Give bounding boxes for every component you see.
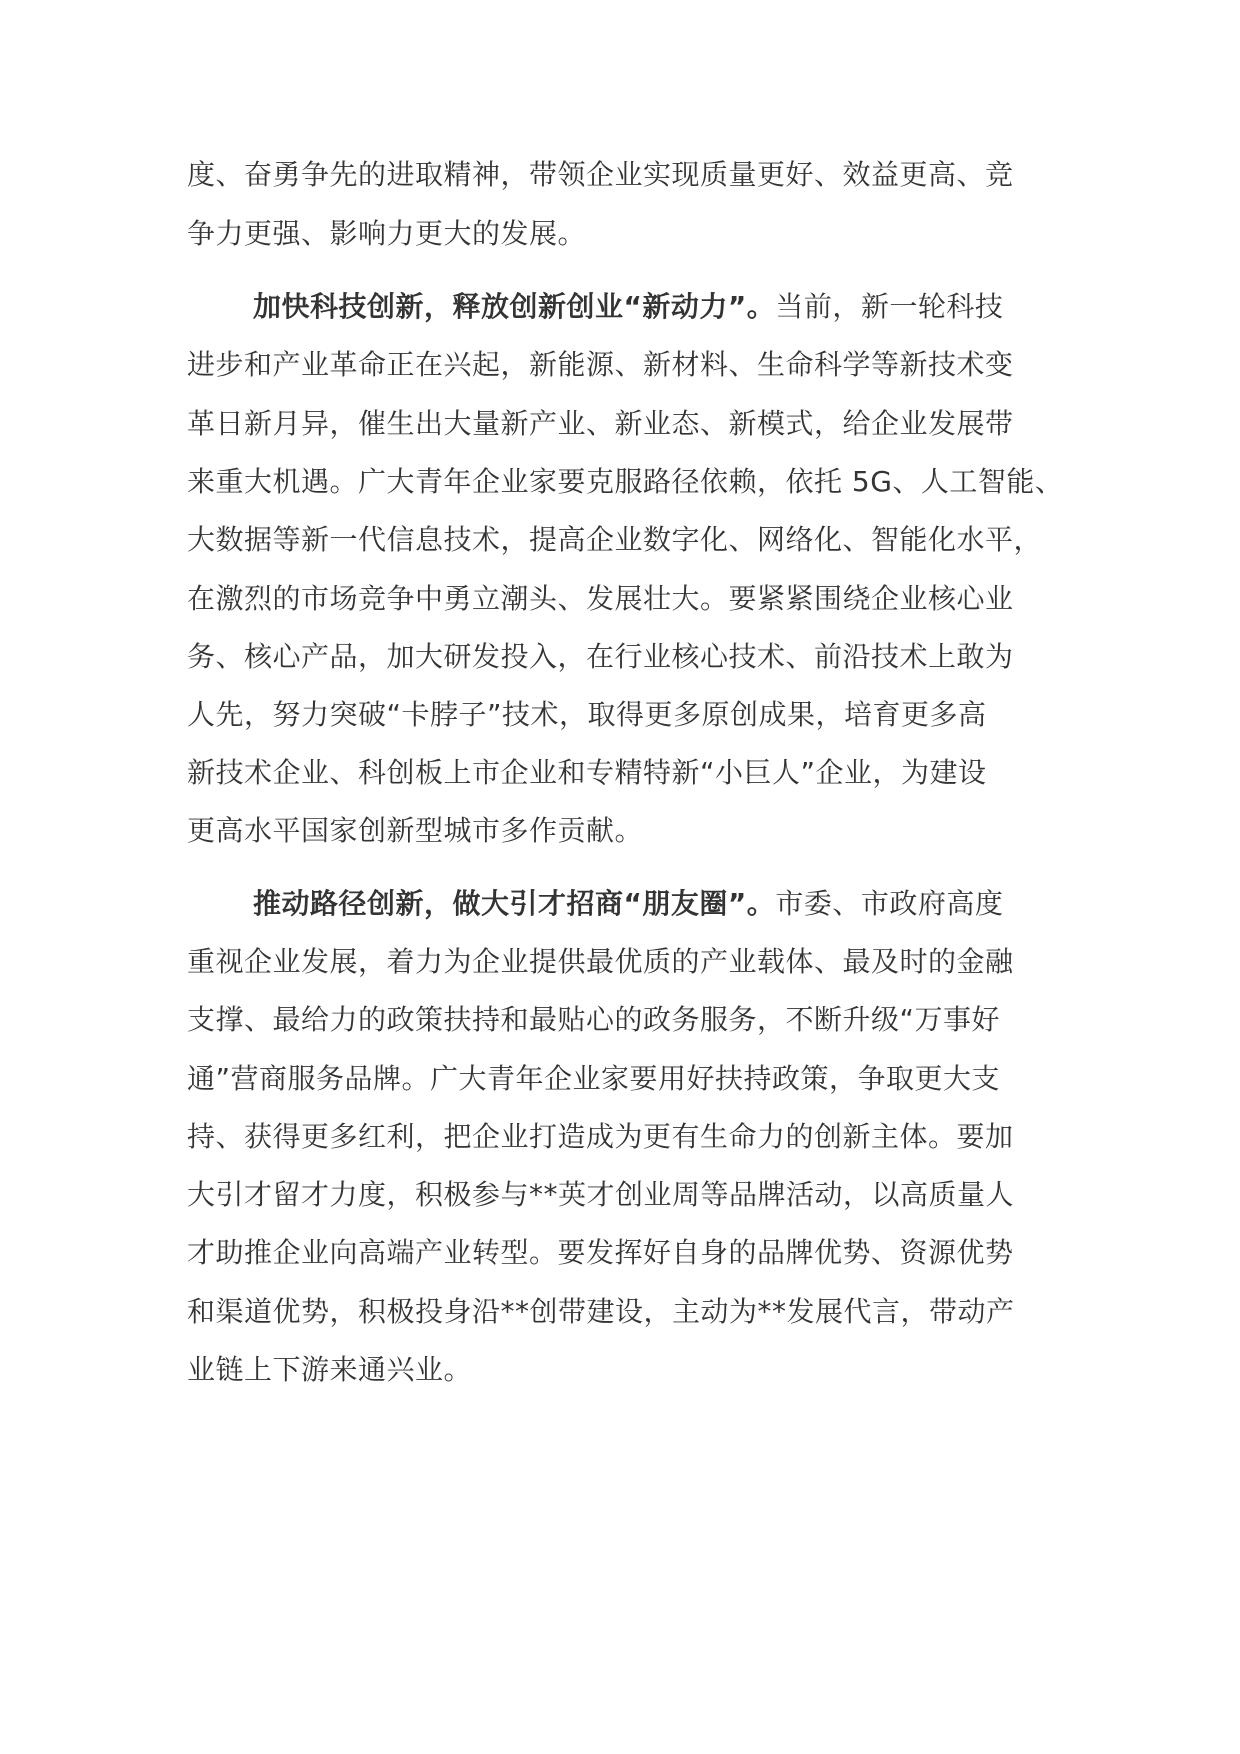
paragraph-2-first-line-text: 当前，新一轮科技 [775,290,1004,323]
paragraph-3-line-5: 持、获得更多红利，把企业打造成为更有生命力的创新主体。要加 [187,1120,1014,1153]
paragraph-2-line-9: 新技术企业、科创板上市企业和专精特新“小巨人”企业，为建设 [187,756,987,789]
paragraph-2-line-7: 务、核心产品，加大研发投入，在行业核心技术、前沿技术上敢为 [187,640,1014,673]
paragraph-3-line-4: 通”营商服务品牌。广大青年企业家要用好扶持政策，争取更大支 [187,1062,1001,1095]
paragraph-2-line-2: 进步和产业革命正在兴起，新能源、新材料、生命科学等新技术变 [187,348,1014,381]
paragraph-2-line-4: 来重大机遇。广大青年企业家要克服路径依赖，依托 5G、人工智能、 [187,465,1064,498]
paragraph-3-line-3: 支撑、最给力的政策扶持和最贴心的政务服务，不断升级“万事好 [187,1003,1001,1036]
paragraph-3-first-line-text: 市委、市政府高度 [775,887,1004,920]
paragraph-2-line-10: 更高水平国家创新型城市多作贡献。 [187,814,644,847]
paragraph-1-line-1: 度、奋勇争先的进取精神，带领企业实现质量更好、效益更高、竞 [187,158,1014,191]
paragraph-2-line-3: 革日新月异，催生出大量新产业、新业态、新模式，给企业发展带 [187,407,1014,440]
paragraph-3-line-2: 重视企业发展，着力为企业提供最优质的产业载体、最及时的金融 [187,945,1014,978]
paragraph-2-line-1 [253,287,1003,327]
paragraph-1-line-2: 争力更强、影响力更大的发展。 [187,217,587,250]
paragraph-3-line-7: 才助推企业向高端产业转型。要发挥好自身的品牌优势、资源优势 [187,1236,1014,1269]
paragraph-2-line-6: 在激烈的市场竞争中勇立潮头、发展壮大。要紧紧围绕企业核心业 [187,582,1014,615]
paragraph-3-lead-heading: 推动路径创新，做大引才招商“朋友圈”。 [253,887,776,920]
paragraph-3-line-8: 和渠道优势，积极投身沿**创带建设，主动为**发展代言，带动产 [187,1295,1015,1328]
paragraph-2-line-5: 大数据等新一代信息技术，提高企业数字化、网络化、智能化水平， [187,523,1043,556]
paragraph-2-line-8: 人先，努力突破“卡脖子”技术，取得更多原创成果，培育更多高 [187,698,987,731]
paragraph-3-line-9: 业链上下游来通兴业。 [187,1353,473,1386]
paragraph-3-line-1 [253,884,1003,924]
paragraph-2-lead-heading: 加快科技创新，释放创新创业“新动力”。 [253,290,776,323]
paragraph-3-line-6: 大引才留才力度，积极参与**英才创业周等品牌活动，以高质量人 [187,1178,1015,1211]
